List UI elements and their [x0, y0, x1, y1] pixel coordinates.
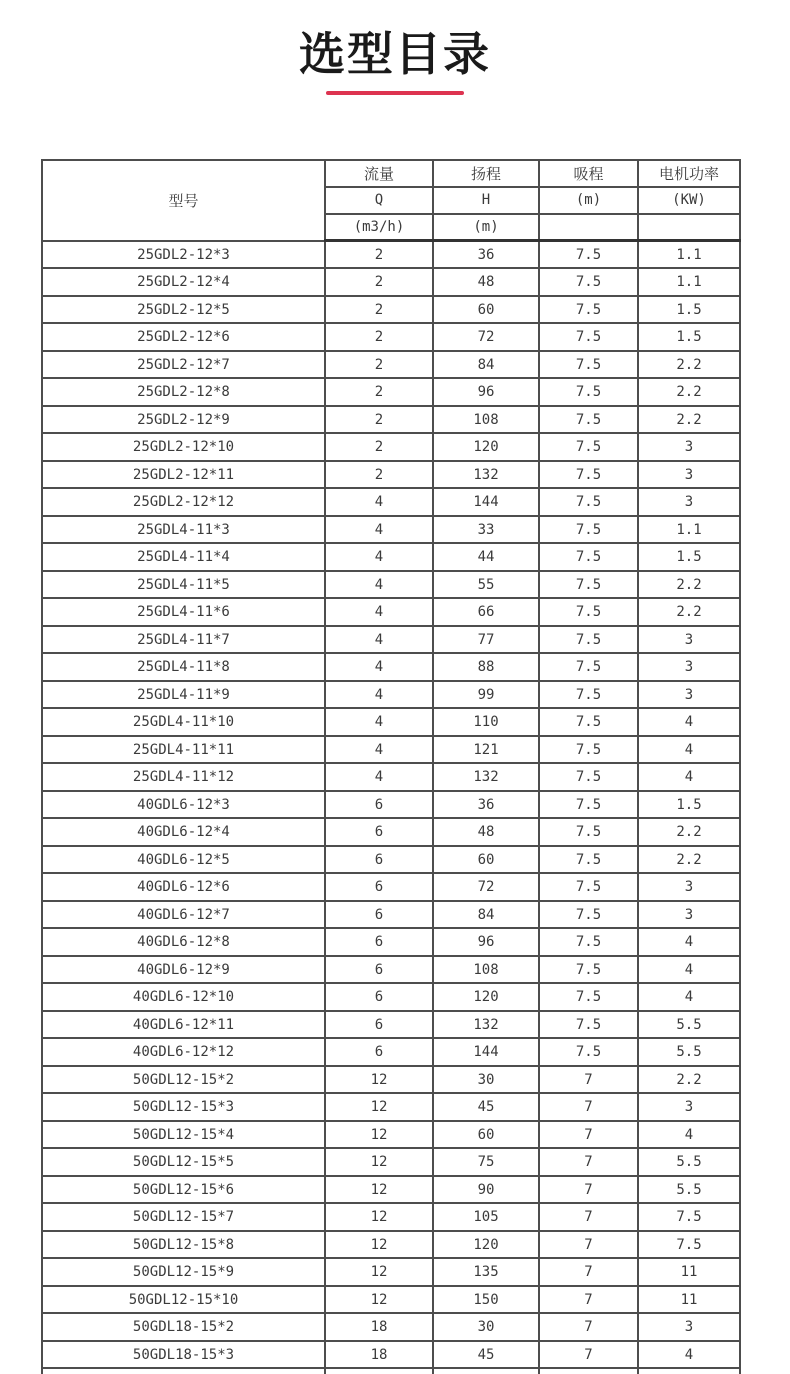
- power-cell: 2.2: [638, 351, 740, 379]
- table-row: [42, 406, 740, 434]
- power-cell: 3: [638, 626, 740, 654]
- table-row: [42, 598, 740, 626]
- head-cell: 96: [433, 378, 539, 406]
- head-cell: 99: [433, 681, 539, 709]
- flow-cell: 4: [325, 488, 433, 516]
- flow-symbol: Q: [325, 187, 433, 214]
- flow-cell: 2: [325, 296, 433, 324]
- model-cell: 40GDL6-12*10: [42, 983, 325, 1011]
- head-cell: 84: [433, 351, 539, 379]
- table-row: [42, 488, 740, 516]
- col-header-model: 型号: [42, 160, 325, 241]
- table-row: [42, 323, 740, 351]
- flow-cell: 12: [325, 1286, 433, 1314]
- model-cell: 50GDL18-15*3: [42, 1341, 325, 1369]
- power-cell: 2.2: [638, 406, 740, 434]
- model-cell: 50GDL12-15*4: [42, 1121, 325, 1149]
- head-cell: 45: [433, 1341, 539, 1369]
- model-cell: 25GDL2-12*11: [42, 461, 325, 489]
- table-row: [42, 626, 740, 654]
- flow-cell: 4: [325, 736, 433, 764]
- flow-cell: 2: [325, 351, 433, 379]
- table-row: [42, 1038, 740, 1066]
- suction-cell: 7.5: [539, 241, 638, 269]
- suction-cell: 7.5: [539, 736, 638, 764]
- head-cell: 121: [433, 736, 539, 764]
- flow-cell: 18: [325, 1341, 433, 1369]
- suction-cell: 7.5: [539, 681, 638, 709]
- table-row: [42, 296, 740, 324]
- power-cell: 3: [638, 461, 740, 489]
- suction-cell: 7.5: [539, 1038, 638, 1066]
- power-cell: 1.1: [638, 241, 740, 269]
- head-cell: 84: [433, 901, 539, 929]
- flow-cell: 4: [325, 543, 433, 571]
- flow-cell: 2: [325, 241, 433, 269]
- power-cell: 4: [638, 736, 740, 764]
- table-row: [42, 1148, 740, 1176]
- table-row: [42, 351, 740, 379]
- head-cell: 132: [433, 1011, 539, 1039]
- flow-cell: 4: [325, 571, 433, 599]
- model-cell: 25GDL4-11*10: [42, 708, 325, 736]
- col-header-flow: 流量: [325, 160, 433, 187]
- suction-cell: 7.5: [539, 598, 638, 626]
- table-row: [42, 1066, 740, 1094]
- empty-cell: [539, 1368, 638, 1374]
- page-title: 选型目录: [299, 27, 491, 81]
- head-cell: 48: [433, 818, 539, 846]
- head-cell: 96: [433, 928, 539, 956]
- table-row: [42, 571, 740, 599]
- flow-cell: 4: [325, 626, 433, 654]
- table-row: [42, 1176, 740, 1204]
- head-cell: 77: [433, 626, 539, 654]
- model-cell: 25GDL4-11*12: [42, 763, 325, 791]
- flow-cell: 12: [325, 1258, 433, 1286]
- table-row: [42, 1341, 740, 1369]
- head-cell: 135: [433, 1258, 539, 1286]
- model-cell: 40GDL6-12*7: [42, 901, 325, 929]
- empty-cell: [42, 1368, 325, 1374]
- model-cell: 25GDL2-12*10: [42, 433, 325, 461]
- power-cell: 1.5: [638, 323, 740, 351]
- suction-cell: 7.5: [539, 873, 638, 901]
- power-cell: 1.5: [638, 791, 740, 819]
- model-cell: 50GDL12-15*10: [42, 1286, 325, 1314]
- suction-cell: 7: [539, 1231, 638, 1259]
- power-cell: 2.2: [638, 598, 740, 626]
- head-cell: 75: [433, 1148, 539, 1176]
- head-cell: 108: [433, 406, 539, 434]
- power-unit-blank: [638, 214, 740, 241]
- suction-cell: 7.5: [539, 543, 638, 571]
- suction-cell: 7: [539, 1203, 638, 1231]
- model-cell: 40GDL6-12*3: [42, 791, 325, 819]
- flow-cell: 2: [325, 378, 433, 406]
- table-row: [42, 268, 740, 296]
- power-cell: 5.5: [638, 1011, 740, 1039]
- model-cell: 40GDL6-12*12: [42, 1038, 325, 1066]
- suction-cell: 7.5: [539, 846, 638, 874]
- flow-cell: 12: [325, 1121, 433, 1149]
- power-cell: 2.2: [638, 378, 740, 406]
- head-cell: 30: [433, 1066, 539, 1094]
- col-header-power: 电机功率: [638, 160, 740, 187]
- table-row: [42, 1203, 740, 1231]
- suction-cell: 7: [539, 1121, 638, 1149]
- head-cell: 108: [433, 956, 539, 984]
- flow-cell: 4: [325, 598, 433, 626]
- flow-cell: 6: [325, 818, 433, 846]
- head-cell: 132: [433, 461, 539, 489]
- model-cell: 40GDL6-12*4: [42, 818, 325, 846]
- suction-cell: 7.5: [539, 406, 638, 434]
- suction-cell: 7: [539, 1093, 638, 1121]
- flow-cell: 6: [325, 928, 433, 956]
- table-row: [42, 543, 740, 571]
- head-cell: 120: [433, 983, 539, 1011]
- flow-cell: 6: [325, 901, 433, 929]
- power-cell: 3: [638, 681, 740, 709]
- power-cell: 3: [638, 653, 740, 681]
- model-cell: 40GDL6-12*9: [42, 956, 325, 984]
- model-cell: 50GDL18-15*2: [42, 1313, 325, 1341]
- table-row: [42, 846, 740, 874]
- flow-cell: 4: [325, 681, 433, 709]
- suction-cell: 7.5: [539, 983, 638, 1011]
- table-row: [42, 516, 740, 544]
- table-row: [42, 901, 740, 929]
- head-cell: 144: [433, 1038, 539, 1066]
- head-cell: 132: [433, 763, 539, 791]
- head-cell: 90: [433, 1176, 539, 1204]
- power-cell: 4: [638, 1121, 740, 1149]
- suction-cell: 7.5: [539, 516, 638, 544]
- flow-unit: (m3/h): [325, 214, 433, 241]
- model-cell: 25GDL4-11*6: [42, 598, 325, 626]
- empty-cell: [433, 1368, 539, 1374]
- model-cell: 25GDL2-12*12: [42, 488, 325, 516]
- model-cell: 40GDL6-12*8: [42, 928, 325, 956]
- flow-cell: 6: [325, 983, 433, 1011]
- flow-cell: 6: [325, 1038, 433, 1066]
- flow-cell: 2: [325, 268, 433, 296]
- head-cell: 44: [433, 543, 539, 571]
- table-row: [42, 818, 740, 846]
- head-cell: 72: [433, 323, 539, 351]
- head-cell: 45: [433, 1093, 539, 1121]
- head-cell: 36: [433, 791, 539, 819]
- power-cell: 4: [638, 708, 740, 736]
- suction-cell: 7: [539, 1066, 638, 1094]
- table-row: [42, 983, 740, 1011]
- suction-cell: 7.5: [539, 791, 638, 819]
- model-cell: 50GDL12-15*5: [42, 1148, 325, 1176]
- flow-cell: 12: [325, 1093, 433, 1121]
- suction-unit: (m): [539, 187, 638, 214]
- model-cell: 25GDL4-11*7: [42, 626, 325, 654]
- suction-cell: 7.5: [539, 626, 638, 654]
- model-cell: 25GDL4-11*11: [42, 736, 325, 764]
- power-cell: 11: [638, 1286, 740, 1314]
- suction-cell: 7.5: [539, 956, 638, 984]
- suction-cell: 7.5: [539, 928, 638, 956]
- model-cell: 50GDL12-15*7: [42, 1203, 325, 1231]
- suction-cell: 7: [539, 1148, 638, 1176]
- flow-cell: 18: [325, 1313, 433, 1341]
- head-cell: 105: [433, 1203, 539, 1231]
- table-row: [42, 928, 740, 956]
- power-cell: 4: [638, 928, 740, 956]
- table-row: [42, 1231, 740, 1259]
- power-cell: 4: [638, 983, 740, 1011]
- suction-cell: 7: [539, 1313, 638, 1341]
- power-cell: 2.2: [638, 571, 740, 599]
- suction-cell: 7.5: [539, 351, 638, 379]
- suction-cell: 7: [539, 1258, 638, 1286]
- model-cell: 40GDL6-12*6: [42, 873, 325, 901]
- flow-cell: 12: [325, 1148, 433, 1176]
- power-cell: 3: [638, 433, 740, 461]
- head-cell: 33: [433, 516, 539, 544]
- table-row: [42, 1286, 740, 1314]
- power-cell: 1.1: [638, 268, 740, 296]
- head-cell: 66: [433, 598, 539, 626]
- empty-cell: [325, 1368, 433, 1374]
- table-row: [42, 681, 740, 709]
- model-cell: 25GDL2-12*3: [42, 241, 325, 269]
- power-cell: 5.5: [638, 1148, 740, 1176]
- title-underline: [326, 91, 464, 95]
- head-cell: 150: [433, 1286, 539, 1314]
- model-cell: 25GDL4-11*4: [42, 543, 325, 571]
- model-cell: 40GDL6-12*5: [42, 846, 325, 874]
- table-row-partial: [42, 1368, 740, 1374]
- power-cell: 3: [638, 901, 740, 929]
- flow-cell: 4: [325, 516, 433, 544]
- flow-cell: 6: [325, 1011, 433, 1039]
- flow-cell: 6: [325, 956, 433, 984]
- table-row: [42, 763, 740, 791]
- suction-cell: 7.5: [539, 1011, 638, 1039]
- flow-cell: 2: [325, 461, 433, 489]
- suction-cell: 7.5: [539, 653, 638, 681]
- head-unit: (m): [433, 214, 539, 241]
- model-cell: 25GDL2-12*6: [42, 323, 325, 351]
- model-cell: 25GDL4-11*9: [42, 681, 325, 709]
- head-cell: 72: [433, 873, 539, 901]
- power-cell: 11: [638, 1258, 740, 1286]
- head-cell: 60: [433, 1121, 539, 1149]
- power-cell: 4: [638, 956, 740, 984]
- power-cell: 3: [638, 1093, 740, 1121]
- flow-cell: 2: [325, 323, 433, 351]
- table-row: [42, 708, 740, 736]
- head-cell: 30: [433, 1313, 539, 1341]
- table-row: [42, 1121, 740, 1149]
- flow-cell: 12: [325, 1066, 433, 1094]
- power-cell: 1.5: [638, 296, 740, 324]
- head-cell: 60: [433, 846, 539, 874]
- suction-unit-blank: [539, 214, 638, 241]
- table-row: [42, 873, 740, 901]
- suction-cell: 7.5: [539, 488, 638, 516]
- table-row: [42, 461, 740, 489]
- flow-cell: 4: [325, 653, 433, 681]
- power-cell: 7.5: [638, 1231, 740, 1259]
- head-cell: 120: [433, 433, 539, 461]
- flow-cell: 2: [325, 433, 433, 461]
- head-cell: 88: [433, 653, 539, 681]
- flow-cell: 12: [325, 1231, 433, 1259]
- suction-cell: 7: [539, 1341, 638, 1369]
- suction-cell: 7.5: [539, 901, 638, 929]
- table-row: [42, 433, 740, 461]
- head-cell: 55: [433, 571, 539, 599]
- suction-cell: 7: [539, 1176, 638, 1204]
- model-cell: 50GDL12-15*3: [42, 1093, 325, 1121]
- model-cell: 25GDL2-12*7: [42, 351, 325, 379]
- head-cell: 60: [433, 296, 539, 324]
- head-symbol: H: [433, 187, 539, 214]
- flow-cell: 4: [325, 708, 433, 736]
- power-cell: 3: [638, 1313, 740, 1341]
- head-cell: 48: [433, 268, 539, 296]
- suction-cell: 7.5: [539, 763, 638, 791]
- table-row: [42, 1258, 740, 1286]
- flow-cell: 6: [325, 873, 433, 901]
- head-cell: 120: [433, 1231, 539, 1259]
- suction-cell: 7.5: [539, 571, 638, 599]
- table-row: [42, 1313, 740, 1341]
- table-row: [42, 791, 740, 819]
- suction-cell: 7: [539, 1286, 638, 1314]
- suction-cell: 7.5: [539, 268, 638, 296]
- suction-cell: 7.5: [539, 296, 638, 324]
- header-row-names: [42, 160, 740, 187]
- model-cell: 40GDL6-12*11: [42, 1011, 325, 1039]
- flow-cell: 2: [325, 406, 433, 434]
- table-row: [42, 736, 740, 764]
- table-row: [42, 653, 740, 681]
- col-header-head: 扬程: [433, 160, 539, 187]
- flow-cell: 4: [325, 763, 433, 791]
- head-cell: 36: [433, 241, 539, 269]
- power-cell: 5.5: [638, 1176, 740, 1204]
- table-row: [42, 1093, 740, 1121]
- table-row: [42, 956, 740, 984]
- power-unit: (KW): [638, 187, 740, 214]
- power-cell: 2.2: [638, 846, 740, 874]
- power-cell: 4: [638, 1341, 740, 1369]
- model-cell: 25GDL4-11*8: [42, 653, 325, 681]
- suction-cell: 7.5: [539, 708, 638, 736]
- model-cell: 25GDL2-12*4: [42, 268, 325, 296]
- model-cell: 25GDL4-11*3: [42, 516, 325, 544]
- power-cell: 3: [638, 873, 740, 901]
- model-cell: 50GDL12-15*9: [42, 1258, 325, 1286]
- suction-cell: 7.5: [539, 433, 638, 461]
- power-cell: 1.5: [638, 543, 740, 571]
- model-cell: 50GDL12-15*2: [42, 1066, 325, 1094]
- suction-cell: 7.5: [539, 378, 638, 406]
- power-cell: 2.2: [638, 818, 740, 846]
- model-cell: 25GDL2-12*9: [42, 406, 325, 434]
- suction-cell: 7.5: [539, 323, 638, 351]
- power-cell: 4: [638, 763, 740, 791]
- selection-table: [41, 159, 741, 1374]
- flow-cell: 12: [325, 1176, 433, 1204]
- head-cell: 110: [433, 708, 539, 736]
- table-body: [42, 241, 740, 1374]
- flow-cell: 12: [325, 1203, 433, 1231]
- suction-cell: 7.5: [539, 461, 638, 489]
- model-cell: 50GDL12-15*6: [42, 1176, 325, 1204]
- empty-cell: [638, 1368, 740, 1374]
- table-row: [42, 1011, 740, 1039]
- power-cell: 1.1: [638, 516, 740, 544]
- model-cell: 25GDL2-12*8: [42, 378, 325, 406]
- power-cell: 5.5: [638, 1038, 740, 1066]
- suction-cell: 7.5: [539, 818, 638, 846]
- power-cell: 2.2: [638, 1066, 740, 1094]
- table-row: [42, 378, 740, 406]
- flow-cell: 6: [325, 791, 433, 819]
- power-cell: 3: [638, 488, 740, 516]
- model-cell: 25GDL4-11*5: [42, 571, 325, 599]
- model-cell: 50GDL12-15*8: [42, 1231, 325, 1259]
- flow-cell: 6: [325, 846, 433, 874]
- power-cell: 7.5: [638, 1203, 740, 1231]
- model-cell: 25GDL2-12*5: [42, 296, 325, 324]
- col-header-suction: 吸程: [539, 160, 638, 187]
- head-cell: 144: [433, 488, 539, 516]
- table-row: [42, 241, 740, 269]
